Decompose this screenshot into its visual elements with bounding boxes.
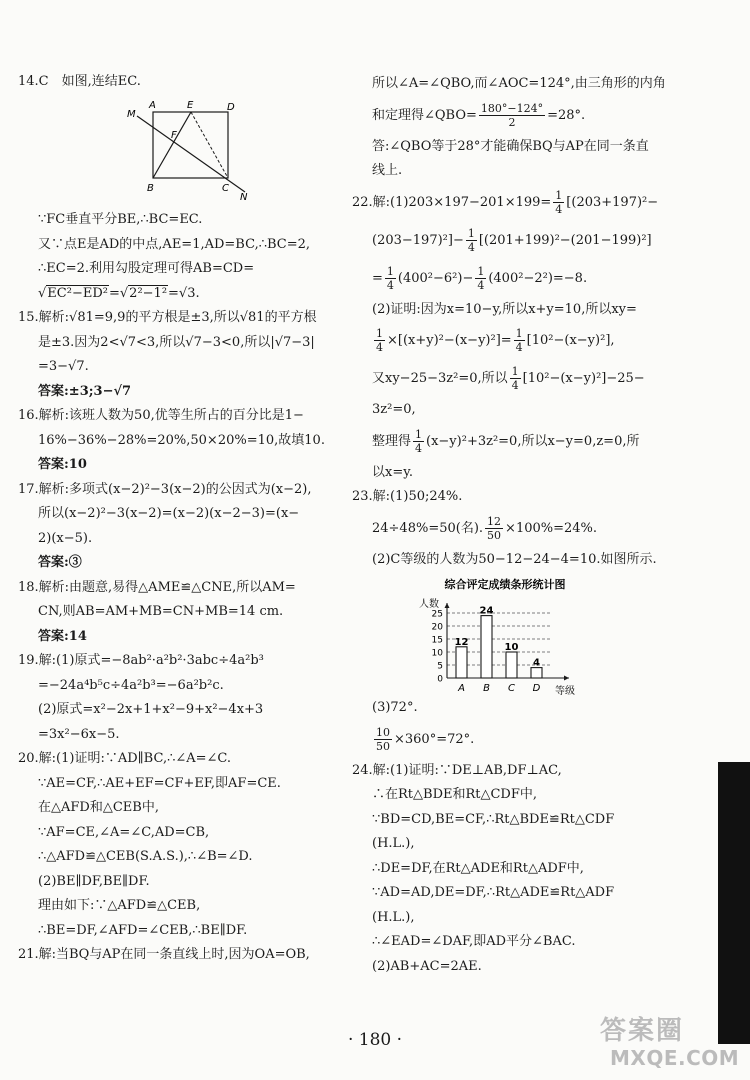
text-line: (H.L.), bbox=[372, 836, 415, 851]
problem-17: 17.解析:多项式(x−2)²−3(x−2)的公因式为(x−2), bbox=[18, 481, 312, 497]
y-tick-label: 10 bbox=[431, 648, 443, 659]
text: 24÷48%=50(名). bbox=[372, 520, 484, 536]
problem-20: 20.解:(1)证明:∵AD∥BC,∴∠A=∠C. bbox=[18, 751, 232, 766]
y-tick-label: 0 bbox=[437, 674, 443, 685]
text-line: 以x=y. bbox=[372, 464, 413, 480]
text: = bbox=[372, 270, 383, 286]
text-line: (2)AB+AC=2AE. bbox=[372, 958, 482, 974]
problem-21: 21.解:当BQ与AP在同一条直线上时,因为OA=OB, bbox=[18, 947, 310, 962]
text: (400²−2²)=−8. bbox=[488, 270, 588, 286]
text: [10²−(x−y)²], bbox=[526, 333, 615, 348]
label-b: B bbox=[147, 183, 154, 194]
text-line: CN,则AB=AM+MB=CN+MB=14 cm. bbox=[38, 604, 284, 619]
text-line: ∴∠EAD=∠DAF,即AD平分∠BAC. bbox=[372, 934, 576, 949]
right-column bbox=[352, 72, 666, 572]
fraction bbox=[553, 189, 564, 216]
text-line: =−24a⁴b⁵c÷4a²b³=−6a²b²c. bbox=[38, 677, 224, 693]
text: ×360°=72°. bbox=[394, 731, 475, 747]
radicand: EC²−ED² bbox=[47, 285, 108, 301]
text: 和定理得∠QBO= bbox=[372, 107, 477, 123]
denominator: 4 bbox=[415, 441, 423, 455]
text-line: ∴DE=DF,在Rt△ADE和Rt△ADF中, bbox=[372, 860, 584, 876]
problem-18: 18.解析:由题意,易得△AME≌△CNE,所以AM= bbox=[18, 579, 296, 595]
text: (203−197)²]− bbox=[372, 232, 464, 248]
x-tick-label: C bbox=[508, 683, 515, 694]
problem-16: 16.解析:该班人数为50,优等生所占的百分比是1− bbox=[18, 408, 304, 423]
x-axis-arrow bbox=[564, 676, 569, 681]
text-line-frac bbox=[352, 97, 652, 135]
denominator: 4 bbox=[477, 278, 485, 292]
line-be bbox=[153, 112, 191, 178]
problem-22-line6 bbox=[352, 360, 652, 398]
text-line: =3−√7. bbox=[38, 359, 89, 374]
numerator: 1 bbox=[386, 264, 394, 278]
left-column bbox=[18, 70, 350, 95]
problem-22-line1 bbox=[352, 184, 659, 222]
fraction bbox=[510, 365, 521, 392]
y-tick-label: 15 bbox=[431, 635, 443, 646]
x-tick-label: D bbox=[532, 683, 541, 694]
watermark-url: MXQE.COM bbox=[610, 1046, 740, 1070]
numerator: 1 bbox=[376, 327, 383, 340]
text-line: ∵AE=CF,∴AE+EF=CF+EF,即AF=CE. bbox=[38, 775, 281, 791]
label-f: F bbox=[171, 130, 177, 141]
right-column-lower bbox=[352, 696, 652, 979]
text: ×[(x+y)²−(x−y)²]= bbox=[387, 333, 512, 348]
bar-b bbox=[481, 616, 492, 678]
numerator: 1 bbox=[555, 188, 563, 202]
numerator: 1 bbox=[511, 365, 519, 378]
numerator: 180°−124° bbox=[480, 101, 544, 115]
x-axis-label: 等级 bbox=[555, 686, 575, 697]
denominator: 4 bbox=[555, 202, 563, 216]
problem-22-line8 bbox=[352, 423, 652, 461]
text: (x−y)²+3z²=0,所以x−y=0,z=0,所 bbox=[426, 433, 640, 449]
text-line: ∴在Rt△BDE和Rt△CDF中, bbox=[372, 787, 538, 802]
text-line: 答:∠QBO等于28°才能确保BQ与AP在同一条直 bbox=[372, 138, 649, 154]
denominator: 2 bbox=[508, 115, 516, 129]
text-line: (H.L.), bbox=[372, 909, 415, 925]
chart-title: 综合评定成绩条形统计图 bbox=[444, 578, 566, 591]
numerator: 10 bbox=[376, 725, 390, 739]
text-line: 所以(x−2)²−3(x−2)=(x−2)(x−2−3)=(x− bbox=[38, 506, 300, 521]
numerator: 12 bbox=[487, 514, 502, 528]
label-n: N bbox=[240, 192, 248, 203]
bar-d bbox=[531, 668, 542, 678]
y-tick-label: 25 bbox=[431, 609, 443, 620]
numerator: 1 bbox=[467, 226, 475, 240]
text-line: (3)72°. bbox=[372, 700, 418, 715]
fraction bbox=[374, 327, 385, 354]
fraction bbox=[374, 726, 392, 753]
fraction bbox=[413, 428, 424, 455]
text: (400²−6²)− bbox=[397, 270, 474, 286]
y-axis-label: 人数 bbox=[419, 599, 439, 610]
text-line: 又∵点E是AD的中点,AE=1,AD=BC,∴BC=2, bbox=[38, 236, 311, 252]
left-column-body bbox=[18, 208, 350, 968]
label-a: A bbox=[149, 100, 156, 111]
numerator: 1 bbox=[415, 427, 423, 441]
text-line: 3z²=0, bbox=[372, 402, 416, 417]
bar-a bbox=[456, 647, 467, 678]
text: [(203+197)²− bbox=[566, 194, 659, 210]
text: ×100%=24%. bbox=[505, 520, 598, 536]
denominator: 4 bbox=[376, 341, 383, 354]
answer: 答案:±3;3−√7 bbox=[38, 383, 132, 399]
radicand: 2²−1² bbox=[129, 285, 168, 301]
text-line: ∵BD=CD,BE=CF,∴Rt△BDE≌Rt△CDF bbox=[372, 811, 615, 827]
chart-marks bbox=[432, 603, 569, 694]
problem-15: 15.解析:√81=9,9的平方根是±3,所以√81的平方根 bbox=[18, 310, 317, 325]
problem-23-line2 bbox=[352, 510, 652, 548]
fraction bbox=[514, 327, 525, 354]
problem-14-head: 14.C 如图,连结EC. bbox=[18, 74, 141, 89]
denominator: 4 bbox=[386, 278, 394, 292]
text-line: 在△AFD和△CEB中, bbox=[38, 800, 159, 815]
fraction bbox=[479, 102, 545, 129]
answer: 答案:③ bbox=[38, 555, 82, 570]
data-label: 10 bbox=[504, 642, 519, 653]
denominator: 50 bbox=[487, 528, 502, 542]
geometry-figure bbox=[125, 96, 255, 206]
sqrt-line: √EC²−ED²=√2²−1²=√3. bbox=[38, 285, 200, 301]
problem-19: 19.解:(1)原式=−8ab²·a²b²·3abc÷4a²b³ bbox=[18, 653, 264, 668]
problem-22-line5 bbox=[352, 322, 652, 360]
answer: 答案:10 bbox=[38, 457, 87, 472]
square-abcd bbox=[153, 112, 228, 178]
text-line: (2)证明:因为x=10−y,所以x+y=10,所以xy= bbox=[372, 301, 637, 317]
line-ec bbox=[191, 112, 228, 178]
text-line: ∴EC=2.利用勾股定理可得AB=CD= bbox=[38, 261, 255, 276]
problem-22-line2 bbox=[352, 222, 652, 260]
watermark bbox=[600, 1010, 740, 1070]
label-m: M bbox=[127, 109, 136, 120]
denominator: 4 bbox=[467, 240, 475, 254]
page-edge-shadow bbox=[718, 762, 750, 1044]
text-line: ∵AF=CE,∠A=∠C,AD=CB, bbox=[38, 824, 210, 840]
text-line: 所以∠A=∠QBO,而∠AOC=124°,由三角形的内角 bbox=[372, 76, 666, 91]
answer: 答案:14 bbox=[38, 628, 87, 644]
text-line: (2)C等级的人数为50−12−24−4=10.如图所示. bbox=[372, 551, 657, 567]
text-line: 线上. bbox=[372, 163, 403, 178]
x-tick-label: A bbox=[458, 683, 465, 694]
text: [10²−(x−y)²]−25− bbox=[522, 371, 645, 386]
denominator: 4 bbox=[511, 379, 519, 392]
text-line: 理由如下:∵△AFD≌△CEB, bbox=[38, 898, 201, 913]
text: =28°. bbox=[547, 107, 586, 123]
fraction bbox=[466, 227, 477, 254]
text-line: (2)原式=x²−2x+1+x²−9+x²−4x+3 bbox=[38, 702, 264, 717]
denominator: 4 bbox=[515, 341, 523, 354]
data-label: 24 bbox=[479, 605, 494, 617]
text-line: 是±3.因为2<√7<3,所以√7−3<0,所以|√7−3| bbox=[38, 334, 315, 350]
y-axis-arrow bbox=[445, 603, 450, 608]
text-line: (2)BE∥DF,BE∥DF. bbox=[38, 873, 150, 889]
label-e: E bbox=[187, 100, 194, 111]
fraction bbox=[385, 265, 396, 292]
numerator: 1 bbox=[477, 264, 485, 278]
data-label: 12 bbox=[454, 636, 469, 648]
data-label: 4 bbox=[533, 657, 540, 669]
problem-23: 23.解:(1)50;24%. bbox=[352, 489, 463, 504]
text: 又xy−25−3z²=0,所以 bbox=[372, 371, 508, 386]
tail: =√3. bbox=[168, 285, 200, 301]
fraction bbox=[475, 265, 486, 292]
text: 整理得 bbox=[372, 433, 412, 449]
label-d: D bbox=[227, 102, 235, 113]
problem-24: 24.解:(1)证明:∵DE⊥AB,DF⊥AC, bbox=[352, 762, 562, 778]
text: 22.解:(1)203×197−201×199= bbox=[352, 194, 552, 210]
bar-chart bbox=[405, 574, 605, 698]
numerator: 1 bbox=[515, 327, 523, 340]
label-c: C bbox=[222, 183, 229, 194]
y-tick-label: 20 bbox=[431, 622, 443, 633]
text-line: 2)(x−5). bbox=[38, 530, 93, 546]
eq: = bbox=[108, 285, 120, 301]
watermark-logo: 答案圈 bbox=[600, 1016, 685, 1046]
text: [(201+199)²−(201−199)²] bbox=[478, 232, 652, 248]
denominator: 50 bbox=[376, 739, 390, 753]
text-line: ∵FC垂直平分BE,∴BC=EC. bbox=[38, 212, 203, 227]
text-line: ∴BE=DF,∠AFD=∠CEB,∴BE∥DF. bbox=[38, 922, 248, 938]
page-number: · 180 · bbox=[347, 1030, 403, 1050]
text-line: 16%−36%−28%=20%,50×20%=10,故填10. bbox=[38, 432, 325, 448]
problem-22-line3 bbox=[352, 260, 652, 298]
text-line: ∴△AFD≌△CEB(S.A.S.),∴∠B=∠D. bbox=[38, 849, 253, 864]
x-tick-label: B bbox=[483, 683, 490, 694]
text-line: =3x²−6x−5. bbox=[38, 726, 120, 742]
fraction bbox=[485, 515, 503, 542]
bar-c bbox=[506, 652, 517, 678]
text-line: ∵AD=AD,DE=DF,∴Rt△ADE≌Rt△ADF bbox=[372, 885, 615, 900]
problem-23-line5 bbox=[352, 721, 652, 759]
y-tick-label: 5 bbox=[437, 661, 443, 672]
